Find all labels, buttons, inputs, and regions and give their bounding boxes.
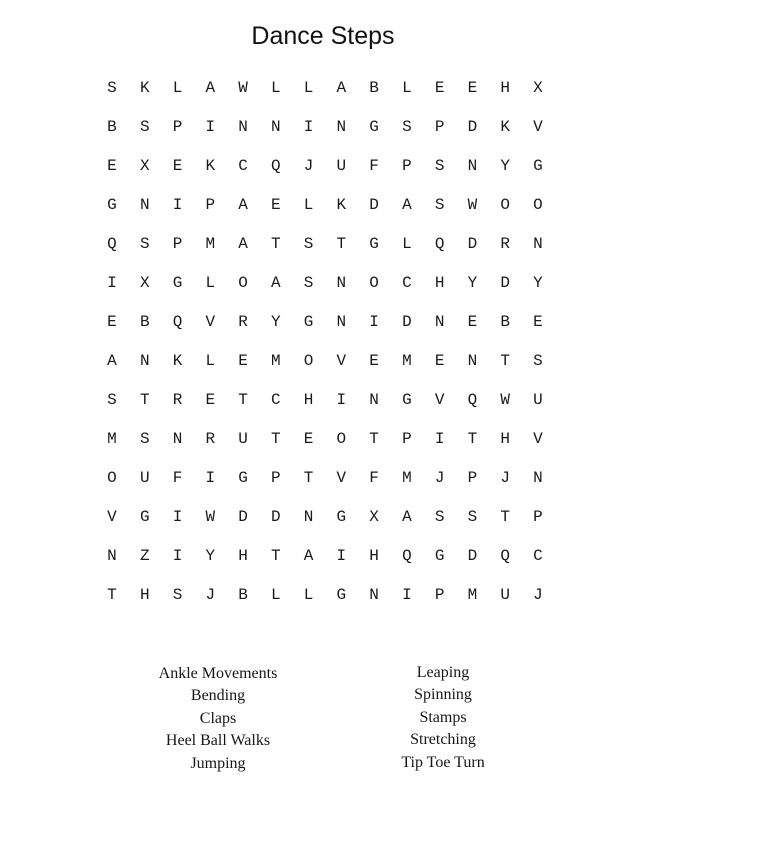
grid-letter[interactable]: S	[434, 157, 445, 175]
grid-letter[interactable]: P	[434, 118, 445, 136]
grid-letter[interactable]: A	[402, 508, 412, 526]
grid-letter[interactable]: L	[172, 79, 183, 97]
grid-letter[interactable]: D	[402, 313, 412, 331]
word-list-item: Tip Toe Turn	[401, 753, 485, 771]
grid-letter[interactable]: D	[467, 547, 478, 565]
word-list-item: Claps	[199, 709, 237, 727]
grid-letter[interactable]: A	[303, 547, 314, 565]
grid-letter[interactable]: T	[107, 586, 117, 604]
grid-letter[interactable]: Z	[139, 547, 150, 565]
word-list-item: Jumping	[190, 754, 246, 772]
grid-letter[interactable]: E	[467, 79, 478, 97]
grid-letter[interactable]: I	[172, 196, 183, 214]
grid-letter[interactable]: R	[238, 313, 248, 331]
grid-letter[interactable]: L	[303, 79, 314, 97]
grid-letter[interactable]: S	[107, 391, 117, 409]
grid-letter[interactable]: V	[107, 508, 117, 526]
word-list-item: Bending	[190, 687, 246, 705]
grid-letter[interactable]: X	[369, 508, 379, 526]
grid-letter[interactable]: D	[467, 118, 478, 136]
grid-letter[interactable]: O	[500, 196, 510, 214]
grid-letter[interactable]: A	[271, 274, 281, 292]
grid-letter[interactable]: Q	[172, 313, 183, 331]
grid-letter[interactable]: K	[172, 352, 183, 370]
word-list-item: Spinning	[414, 686, 472, 704]
grid-letter[interactable]: M	[271, 352, 281, 370]
grid-letter[interactable]: I	[205, 469, 216, 487]
grid-letter[interactable]: R	[500, 235, 510, 253]
grid-letter[interactable]: T	[271, 430, 281, 448]
grid-letter[interactable]: G	[369, 118, 379, 136]
grid-letter[interactable]: J	[434, 469, 445, 487]
grid-letter[interactable]: D	[238, 508, 248, 526]
grid-letter[interactable]: T	[139, 391, 150, 409]
grid-letter[interactable]: E	[533, 313, 543, 331]
grid-letter[interactable]: N	[533, 235, 543, 253]
grid-letter[interactable]: E	[369, 352, 379, 370]
grid-letter[interactable]: J	[303, 157, 314, 175]
grid-letter[interactable]: U	[139, 469, 150, 487]
grid-letter[interactable]: F	[369, 157, 379, 175]
grid-letter[interactable]: G	[336, 508, 347, 526]
grid-letter[interactable]: X	[139, 157, 150, 175]
grid-letter[interactable]: M	[402, 469, 412, 487]
grid-letter[interactable]: Q	[271, 157, 281, 175]
grid-letter[interactable]: E	[467, 313, 478, 331]
grid-letter[interactable]: I	[434, 430, 445, 448]
grid-letter[interactable]: S	[107, 79, 117, 97]
grid-letter[interactable]: N	[139, 196, 150, 214]
grid-letter[interactable]: I	[107, 274, 117, 292]
grid-letter[interactable]: H	[500, 79, 510, 97]
grid-letter[interactable]: Q	[434, 235, 445, 253]
grid-letter[interactable]: O	[533, 196, 543, 214]
grid-letter[interactable]: E	[107, 157, 117, 175]
grid-letter[interactable]: T	[336, 235, 347, 253]
grid-letter[interactable]: Q	[467, 391, 478, 409]
grid-letter[interactable]: X	[139, 274, 150, 292]
grid-letter[interactable]: P	[467, 469, 478, 487]
grid-letter[interactable]: S	[402, 118, 412, 136]
grid-letter[interactable]: M	[467, 586, 478, 604]
grid-letter[interactable]: N	[139, 352, 150, 370]
grid-letter[interactable]: M	[205, 235, 216, 253]
grid-letter[interactable]: N	[303, 508, 314, 526]
grid-letter[interactable]: Y	[205, 547, 216, 565]
grid-letter[interactable]: G	[107, 196, 117, 214]
grid-letter[interactable]: U	[500, 586, 510, 604]
grid-letter[interactable]: T	[500, 352, 510, 370]
grid-letter[interactable]: P	[172, 235, 183, 253]
word-list-item: Stamps	[419, 708, 467, 726]
word-list-item: Leaping	[416, 664, 470, 681]
grid-letter[interactable]: N	[336, 313, 347, 331]
grid-letter[interactable]: A	[205, 79, 216, 97]
grid-letter[interactable]: C	[402, 274, 412, 292]
grid-letter[interactable]: Y	[500, 157, 510, 175]
grid-letter[interactable]: K	[336, 196, 347, 214]
grid-letter[interactable]: C	[238, 157, 248, 175]
grid-letter[interactable]: W	[500, 391, 510, 409]
grid-letter[interactable]: G	[336, 586, 347, 604]
grid-letter[interactable]: B	[139, 313, 150, 331]
grid-letter[interactable]: S	[139, 118, 150, 136]
grid-letter[interactable]: N	[369, 391, 379, 409]
grid-letter[interactable]: D	[467, 235, 478, 253]
grid-letter[interactable]: A	[107, 352, 117, 370]
grid-letter[interactable]: E	[303, 430, 314, 448]
grid-letter[interactable]: X	[533, 79, 543, 97]
grid-letter[interactable]: P	[533, 508, 543, 526]
grid-letter[interactable]: K	[500, 118, 510, 136]
grid-letter[interactable]: E	[434, 352, 445, 370]
grid-letter[interactable]: H	[369, 547, 379, 565]
grid-letter[interactable]: V	[533, 430, 543, 448]
grid-letter[interactable]: J	[533, 586, 543, 604]
grid-letter[interactable]: Y	[533, 274, 543, 292]
grid-letter[interactable]: N	[271, 118, 281, 136]
grid-letter[interactable]: G	[402, 391, 412, 409]
grid-letter[interactable]: S	[303, 274, 314, 292]
grid-letter[interactable]: S	[533, 352, 543, 370]
grid-letter[interactable]: E	[434, 79, 445, 97]
grid-letter[interactable]: E	[271, 196, 281, 214]
grid-letter[interactable]: R	[172, 391, 183, 409]
grid-letter[interactable]: N	[467, 352, 478, 370]
grid-letter[interactable]: G	[238, 469, 248, 487]
grid-letter[interactable]: Q	[402, 547, 412, 565]
grid-letter[interactable]: O	[369, 274, 379, 292]
grid-letter[interactable]: E	[107, 313, 117, 331]
grid-letter[interactable]: W	[467, 196, 478, 214]
grid-letter[interactable]: U	[238, 430, 248, 448]
grid-letter[interactable]: I	[303, 118, 314, 136]
grid-letter[interactable]: S	[303, 235, 314, 253]
grid-letter[interactable]: D	[369, 196, 379, 214]
grid-letter[interactable]: Y	[467, 274, 478, 292]
grid-letter[interactable]: N	[336, 118, 347, 136]
grid-letter[interactable]: S	[139, 235, 150, 253]
grid-letter[interactable]: W	[205, 508, 216, 526]
puzzle-title: Dance Steps	[251, 22, 395, 50]
grid-letter[interactable]: Y	[271, 313, 281, 331]
grid-letter[interactable]: P	[402, 157, 412, 175]
grid-letter[interactable]: G	[434, 547, 445, 565]
grid-letter[interactable]: I	[369, 313, 379, 331]
grid-letter[interactable]: W	[238, 79, 248, 97]
grid-letter[interactable]: B	[238, 586, 248, 604]
grid-letter[interactable]: J	[205, 586, 216, 604]
grid-letter[interactable]: T	[271, 235, 281, 253]
grid-letter[interactable]: S	[434, 508, 445, 526]
word-list-item: Stretching	[410, 731, 476, 749]
grid-letter[interactable]: M	[107, 430, 117, 448]
grid-letter[interactable]: C	[271, 391, 281, 409]
grid-letter[interactable]: K	[205, 157, 216, 175]
grid-letter[interactable]: A	[238, 235, 248, 253]
grid-letter[interactable]: T	[238, 391, 248, 409]
grid-letter[interactable]: S	[139, 430, 150, 448]
grid-letter[interactable]: N	[434, 313, 445, 331]
word-list-left	[108, 663, 328, 775]
grid-letter[interactable]: P	[172, 118, 183, 136]
grid-letter[interactable]: V	[434, 391, 445, 409]
grid-letter[interactable]: M	[402, 352, 412, 370]
grid-letter[interactable]: E	[238, 352, 248, 370]
grid-letter[interactable]: I	[172, 508, 183, 526]
grid-letter[interactable]: N	[467, 157, 478, 175]
grid-letter[interactable]: G	[303, 313, 314, 331]
grid-letter[interactable]: F	[172, 469, 183, 487]
grid-letter[interactable]: N	[107, 547, 117, 565]
grid-letter[interactable]: B	[107, 118, 117, 136]
grid-letter[interactable]: G	[172, 274, 183, 292]
word-list-item: Heel Ball Walks	[165, 732, 271, 750]
grid-letter[interactable]: O	[336, 430, 347, 448]
grid-letter[interactable]: E	[205, 391, 216, 409]
grid-letter[interactable]: L	[402, 235, 412, 253]
grid-letter[interactable]: N	[336, 274, 347, 292]
grid-letter[interactable]: U	[336, 157, 347, 175]
grid-letter[interactable]: T	[369, 430, 379, 448]
grid-letter[interactable]: R	[205, 430, 216, 448]
grid-letter[interactable]: P	[271, 469, 281, 487]
grid-letter[interactable]: O	[303, 352, 314, 370]
grid-letter[interactable]: L	[205, 274, 216, 292]
grid-letter[interactable]: E	[172, 157, 183, 175]
grid-letter[interactable]: P	[434, 586, 445, 604]
grid-letter[interactable]: F	[369, 469, 379, 487]
grid-letter[interactable]: L	[303, 586, 314, 604]
grid-letter[interactable]: A	[402, 196, 412, 214]
grid-letter[interactable]: I	[205, 118, 216, 136]
grid-letter[interactable]: I	[336, 391, 347, 409]
grid-letter[interactable]: L	[205, 352, 216, 370]
grid-letter[interactable]: S	[434, 196, 445, 214]
grid-letter[interactable]: S	[467, 508, 478, 526]
grid-letter[interactable]: N	[533, 469, 543, 487]
grid-letter[interactable]: B	[369, 79, 379, 97]
grid-letter[interactable]: Q	[500, 547, 510, 565]
grid-letter[interactable]: A	[238, 196, 248, 214]
grid-letter[interactable]: H	[303, 391, 314, 409]
grid-letter[interactable]: Q	[107, 235, 117, 253]
grid-letter[interactable]: H	[434, 274, 445, 292]
grid-letter[interactable]: D	[271, 508, 281, 526]
grid-letter[interactable]: H	[238, 547, 248, 565]
grid-letter[interactable]: I	[172, 547, 183, 565]
letter-grid	[96, 69, 555, 615]
word-list-right	[333, 662, 553, 774]
grid-letter[interactable]: I	[402, 586, 412, 604]
grid-letter[interactable]: V	[336, 352, 347, 370]
grid-letter[interactable]: L	[271, 79, 281, 97]
grid-letter[interactable]: O	[238, 274, 248, 292]
grid-letter[interactable]: B	[500, 313, 510, 331]
grid-letter[interactable]: C	[533, 547, 543, 565]
grid-letter[interactable]: H	[500, 430, 510, 448]
grid-letter[interactable]: N	[172, 430, 183, 448]
grid-letter[interactable]: P	[402, 430, 412, 448]
grid-letter[interactable]: V	[336, 469, 347, 487]
grid-letter[interactable]: G	[369, 235, 379, 253]
grid-letter[interactable]: G	[533, 157, 543, 175]
grid-letter[interactable]: L	[303, 196, 314, 214]
grid-letter[interactable]: U	[533, 391, 543, 409]
grid-letter[interactable]: G	[139, 508, 150, 526]
grid-letter[interactable]: K	[139, 79, 150, 97]
grid-letter[interactable]: L	[402, 79, 412, 97]
grid-letter[interactable]: N	[238, 118, 248, 136]
grid-letter[interactable]: H	[139, 586, 150, 604]
grid-letter[interactable]: T	[271, 547, 281, 565]
grid-letter[interactable]: A	[336, 79, 347, 97]
grid-letter[interactable]: O	[107, 469, 117, 487]
grid-letter[interactable]: D	[500, 274, 510, 292]
grid-letter[interactable]: T	[303, 469, 314, 487]
grid-letter[interactable]: T	[500, 508, 510, 526]
grid-letter[interactable]: S	[172, 586, 183, 604]
grid-letter[interactable]: P	[205, 196, 216, 214]
grid-letter[interactable]: V	[205, 313, 216, 331]
word-list-item: Ankle Movements	[158, 665, 278, 682]
grid-letter[interactable]: N	[369, 586, 379, 604]
grid-letter[interactable]: I	[336, 547, 347, 565]
grid-letter[interactable]: V	[533, 118, 543, 136]
grid-letter[interactable]: J	[500, 469, 510, 487]
grid-letter[interactable]: L	[271, 586, 281, 604]
grid-letter[interactable]: T	[467, 430, 478, 448]
